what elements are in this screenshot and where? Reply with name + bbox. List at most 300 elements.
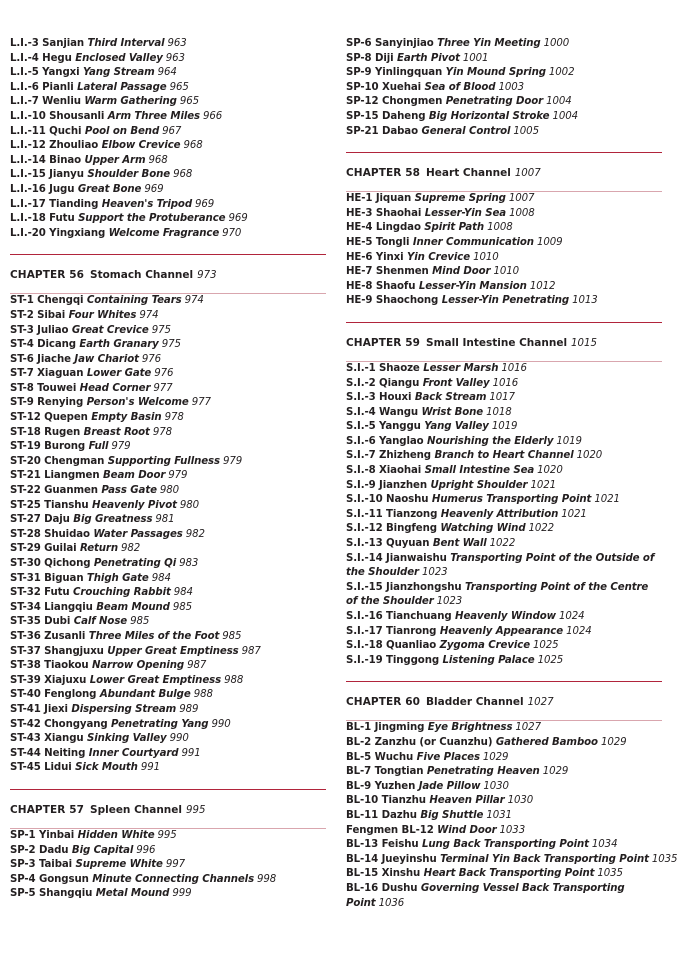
toc-entry[interactable]: [10, 168, 326, 183]
toc-entry[interactable]: [346, 853, 677, 868]
toc-entry[interactable]: [10, 37, 326, 52]
page-number: 1030: [507, 795, 534, 807]
toc-entry[interactable]: [346, 435, 662, 450]
point-translation: Three Yin Meeting: [437, 38, 541, 49]
toc-entry[interactable]: [346, 95, 662, 110]
page-number: 1005: [513, 125, 539, 137]
toc-entry[interactable]: [10, 674, 326, 689]
toc-entry[interactable]: [346, 736, 662, 751]
point-translation: Big Greatness: [73, 514, 153, 526]
point-code: L.I.-14 Binao: [10, 154, 82, 166]
page-number: 968: [183, 140, 203, 152]
chapter-title: Heart Channel: [426, 167, 511, 180]
point-code: ST-9 Renying: [10, 397, 84, 409]
point-translation: Yang Stream: [82, 67, 155, 79]
chapter-page-number: 973: [197, 270, 217, 282]
chapter-title: Bladder Channel: [426, 696, 524, 709]
point-code: BL-9 Yuzhen: [346, 780, 416, 792]
point-translation: Zygoma Crevice: [439, 640, 531, 652]
point-code: L.I.-11 Quchi: [10, 125, 82, 137]
toc-entry[interactable]: [346, 125, 662, 140]
page-number: 990: [169, 733, 189, 745]
toc-entry[interactable]: [346, 406, 662, 421]
page-number: 976: [141, 353, 162, 365]
toc-entry[interactable]: [346, 479, 662, 494]
chapter-heading-heart-channel[interactable]: [346, 152, 662, 180]
toc-entry[interactable]: [346, 838, 662, 853]
point-code: ST-21 Liangmen: [10, 470, 100, 482]
page-number: 1035: [597, 868, 623, 880]
page-number: 983: [179, 558, 199, 569]
toc-entry[interactable]: [346, 37, 662, 52]
point-code: L.I.-12 Zhouliao: [10, 140, 99, 152]
toc-entry[interactable]: [10, 630, 326, 645]
toc-entry[interactable]: [346, 882, 662, 911]
toc-entry[interactable]: [10, 499, 326, 514]
toc-entry[interactable]: [10, 703, 326, 718]
page-number: 1019: [556, 435, 582, 447]
page-number: 969: [144, 183, 164, 195]
toc-entry[interactable]: [10, 528, 326, 543]
point-translation: Jaw Chariot: [74, 353, 139, 365]
page-number: 985: [130, 616, 150, 628]
page-number: 998: [257, 873, 277, 885]
toc-entry[interactable]: [10, 396, 326, 411]
point-code: SP-1 Yinbai: [10, 829, 75, 841]
toc-entry[interactable]: [10, 688, 326, 703]
point-code: L.I.-3 Sanjian: [10, 38, 85, 49]
point-code: HE-1 Jiquan: [346, 193, 412, 205]
page-number: 963: [165, 52, 185, 64]
page-number: 991: [140, 762, 160, 774]
page-number: 982: [185, 528, 205, 540]
page-number: 1021: [561, 508, 587, 520]
chapter-number: CHAPTER 59: [346, 336, 421, 349]
point-code: BL-15 Xinshu: [346, 868, 421, 880]
toc-entry[interactable]: [10, 411, 326, 426]
page-number: 1016: [501, 362, 527, 374]
toc-entry[interactable]: [346, 81, 662, 96]
point-code: S.I.-11 Tianzong: [346, 508, 438, 520]
point-code: L.I.-7 Wenliu: [10, 96, 81, 108]
toc-entry[interactable]: [346, 552, 662, 581]
point-code: BL-5 Wuchu: [346, 751, 414, 763]
point-translation: Earth Pivot: [396, 52, 460, 64]
toc-entry[interactable]: [10, 382, 326, 397]
point-translation: Transporting Point of the Centre of the Shoulder: [346, 581, 649, 608]
toc-entry[interactable]: [346, 66, 662, 81]
page-number: 974: [139, 309, 159, 321]
point-translation: Head Corner: [79, 382, 151, 394]
chapter-heading-stomach-channel[interactable]: [10, 254, 326, 282]
toc-entry[interactable]: [10, 139, 326, 154]
point-code: HE-4 Lingdao: [346, 222, 421, 234]
point-translation: Narrow Opening: [91, 660, 185, 672]
page-number: 963: [167, 38, 187, 49]
point-code: L.I.-18 Futu: [10, 213, 75, 225]
point-code: ST-6 Jiache: [10, 353, 71, 365]
toc-entry[interactable]: [346, 639, 662, 654]
point-code: ST-45 Lidui: [10, 762, 72, 774]
point-translation: Sick Mouth: [75, 762, 138, 774]
point-code: HE-9 Shaochong: [346, 295, 439, 307]
point-code: BL-14 Jueyinshu: [346, 853, 437, 865]
toc-entry[interactable]: [346, 265, 662, 280]
page-number: 969: [195, 198, 215, 210]
point-code: BL-7 Tongtian: [346, 766, 424, 778]
point-code: S.I.-1 Shaoze: [346, 362, 420, 374]
point-translation: Big Horizontal Stroke: [428, 110, 550, 122]
point-code: ST-3 Juliao: [10, 324, 69, 336]
toc-entry[interactable]: [10, 455, 326, 470]
page-number: 1023: [421, 567, 448, 579]
page-number: 1034: [591, 839, 618, 851]
point-code: SP-10 Xuehai: [346, 81, 422, 93]
point-code: HE-7 Shenmen: [346, 266, 429, 278]
page-number: 978: [164, 412, 184, 424]
toc-entry[interactable]: [10, 110, 326, 125]
toc-entry[interactable]: [346, 207, 662, 222]
page-number: 1027: [515, 722, 541, 734]
page-number: 985: [172, 601, 193, 613]
point-translation: Dispersing Stream: [71, 703, 177, 715]
toc-entry[interactable]: [10, 645, 326, 660]
page-number: 1012: [529, 280, 556, 292]
point-code: ST-31 Biguan: [10, 572, 84, 584]
point-translation: Spirit Path: [424, 222, 485, 234]
point-translation: Eye Brightness: [427, 722, 513, 734]
toc-entry[interactable]: [10, 659, 326, 674]
toc-entry[interactable]: [10, 212, 326, 227]
toc-entry[interactable]: [346, 391, 662, 406]
chapter-heading-spleen-channel[interactable]: [10, 789, 326, 817]
chapter-number: CHAPTER 58: [346, 167, 421, 180]
point-translation: Listening Palace: [442, 654, 535, 666]
point-code: ST-7 Xiaguan: [10, 368, 84, 380]
page-number: 1024: [559, 611, 585, 622]
page-number: 999: [172, 888, 192, 900]
point-code: ST-22 Guanmen: [10, 485, 98, 497]
toc-entry[interactable]: [10, 66, 326, 81]
toc-entry[interactable]: [346, 294, 662, 309]
point-translation: Shoulder Bone: [87, 169, 171, 181]
toc-entry[interactable]: [346, 192, 662, 207]
chapter-title: Small Intestine Channel: [426, 336, 568, 349]
page-number: 988: [193, 689, 213, 701]
point-code: S.I.-17 Tianrong: [346, 625, 437, 637]
point-code: SP-4 Gongsun: [10, 873, 89, 885]
point-code: ST-27 Daju: [10, 514, 70, 526]
point-translation: Four Whites: [68, 309, 137, 321]
point-code: S.I.-5 Yanggu: [346, 421, 421, 433]
toc-entry[interactable]: [10, 154, 326, 169]
page-number: 977: [191, 397, 211, 409]
point-translation: Penetrating Qi: [93, 558, 177, 569]
point-code: HE-3 Shaohai: [346, 207, 422, 219]
point-translation: Supreme Spring: [414, 193, 506, 205]
toc-entry[interactable]: [346, 867, 662, 882]
chapter-number: CHAPTER 60: [346, 696, 421, 709]
point-translation: Heavenly Appearance: [439, 625, 564, 637]
point-code: L.I.-5 Yangxi: [10, 67, 80, 79]
page-number: 974: [184, 295, 204, 307]
point-code: S.I.-18 Quanliao: [346, 640, 437, 652]
point-code: ST-1 Chengqi: [10, 295, 84, 307]
page-number: 1018: [486, 406, 512, 418]
point-translation: Person's Welcome: [86, 397, 189, 409]
point-code: L.I.-6 Pianli: [10, 81, 74, 93]
point-translation: Heavenly Attribution: [440, 508, 559, 520]
toc-entry[interactable]: [10, 586, 326, 601]
point-code: BL-11 Dazhu: [346, 809, 417, 821]
page-number: 996: [136, 844, 156, 856]
toc-entry[interactable]: [10, 324, 326, 339]
point-translation: Heavenly Window: [455, 611, 556, 622]
page-number: 995: [157, 829, 177, 841]
toc-entry[interactable]: [10, 542, 326, 557]
toc-entry[interactable]: [346, 794, 662, 809]
point-code: BL-13 Feishu: [346, 839, 419, 851]
page-number: 975: [161, 339, 181, 351]
point-code: S.I.-19 Tinggong: [346, 654, 440, 666]
point-translation: Upper Arm: [84, 154, 146, 166]
point-code: SP-15 Daheng: [346, 110, 426, 122]
toc-entry[interactable]: [10, 426, 326, 441]
toc-entry[interactable]: [10, 484, 326, 499]
point-translation: Watching Wind: [440, 523, 526, 535]
toc-entry[interactable]: [10, 198, 326, 213]
point-code: ST-43 Xiangu: [10, 733, 84, 745]
page-number: 979: [168, 470, 188, 482]
toc-entry[interactable]: [10, 95, 326, 110]
toc-entry[interactable]: [346, 362, 662, 377]
point-code: BL-10 Tianzhu: [346, 795, 426, 807]
toc-entry[interactable]: [10, 829, 326, 844]
toc-entry[interactable]: [10, 367, 326, 382]
toc-entry[interactable]: [10, 747, 326, 762]
toc-entry[interactable]: [10, 309, 326, 324]
toc-entry[interactable]: [10, 183, 326, 198]
point-code: L.I.-15 Jianyu: [10, 169, 84, 181]
point-translation: Breast Root: [83, 426, 150, 438]
point-translation: Three Miles of the Foot: [88, 630, 220, 642]
toc-entry[interactable]: [346, 420, 662, 435]
page-number: 1036: [378, 897, 405, 909]
point-translation: Beam Door: [102, 470, 166, 482]
page-number: 1008: [509, 207, 535, 219]
point-code: SP-8 Diji: [346, 52, 394, 64]
chapter-number: CHAPTER 56: [10, 269, 85, 282]
toc-entry[interactable]: [346, 824, 662, 839]
point-translation: Five Places: [416, 751, 480, 763]
toc-entry[interactable]: [346, 221, 662, 236]
page-number: 982: [121, 543, 141, 555]
point-translation: Governing Vessel Back Transporting Point: [346, 882, 625, 909]
point-translation: Heavenly Pivot: [92, 499, 177, 511]
page-number: 964: [157, 67, 177, 79]
toc-entry[interactable]: [346, 110, 662, 125]
point-code: ST-2 Sibai: [10, 309, 66, 321]
point-translation: Lesser Marsh: [423, 362, 499, 374]
point-translation: Wrist Bone: [421, 406, 484, 418]
page-number: 977: [153, 382, 173, 394]
point-code: L.I.-20 Yingxiang: [10, 227, 106, 239]
point-translation: Gathered Bamboo: [495, 736, 598, 748]
point-translation: Beam Mound: [96, 601, 170, 613]
point-translation: Heaven Pillar: [429, 795, 505, 807]
toc-entry[interactable]: [10, 873, 326, 888]
point-translation: Lower Great Emptiness: [89, 674, 222, 686]
point-translation: Great Crevice: [71, 324, 149, 336]
toc-entry[interactable]: [346, 508, 662, 523]
point-translation: Full: [88, 441, 109, 453]
point-translation: Front Valley: [422, 377, 490, 389]
point-code: BL-16 Dushu: [346, 882, 418, 894]
point-code: ST-44 Neiting: [10, 747, 86, 759]
page-number: 1020: [537, 465, 563, 477]
point-translation: Inner Communication: [412, 236, 534, 248]
toc-entry[interactable]: [346, 581, 662, 610]
point-translation: Yin Mound Spring: [445, 67, 546, 79]
page-number: 1023: [436, 596, 463, 608]
toc-entry[interactable]: [10, 557, 326, 572]
toc-entry[interactable]: [346, 493, 662, 508]
point-translation: Warm Gathering: [84, 96, 177, 108]
point-code: ST-29 Guilai: [10, 543, 77, 555]
toc-entry[interactable]: [10, 601, 326, 616]
toc-entry[interactable]: [10, 718, 326, 733]
toc-entry[interactable]: [10, 440, 326, 455]
toc-entry[interactable]: [346, 52, 662, 67]
point-translation: Return: [79, 543, 119, 555]
toc-entry[interactable]: [10, 887, 326, 902]
page-number: 990: [211, 718, 231, 730]
point-translation: Support the Protuberance: [78, 213, 226, 225]
toc-entry[interactable]: [346, 464, 662, 479]
page-number: 1022: [489, 538, 516, 550]
page-number: 1029: [600, 736, 627, 748]
point-translation: Yin Crevice: [407, 251, 471, 263]
page-number: 1024: [566, 625, 592, 637]
toc-entry[interactable]: [10, 858, 326, 873]
toc-entry[interactable]: [10, 615, 326, 630]
toc-entry[interactable]: [10, 572, 326, 587]
point-code: S.I.-8 Xiaohai: [346, 465, 422, 477]
point-code: BL-1 Jingming: [346, 722, 425, 734]
toc-entry[interactable]: [346, 377, 662, 392]
point-translation: Sea of Blood: [424, 81, 496, 93]
toc-entry[interactable]: [10, 294, 326, 309]
chapter-page-number: 1027: [527, 697, 554, 709]
toc-entry[interactable]: [346, 236, 662, 251]
chapter-page-number: 1015: [571, 337, 597, 349]
page-number: 980: [179, 499, 200, 511]
page-number: 1007: [508, 193, 535, 205]
toc-entry[interactable]: [10, 761, 326, 776]
point-translation: Water Passages: [93, 528, 183, 540]
toc-entry[interactable]: [10, 513, 326, 528]
point-code: L.I.-10 Shousanli: [10, 110, 105, 122]
point-translation: Lateral Passage: [77, 81, 167, 93]
point-code: ST-25 Tianshu: [10, 499, 89, 511]
toc-entry[interactable]: [346, 654, 662, 669]
toc-entry[interactable]: [10, 353, 326, 368]
page-number: 991: [181, 747, 201, 759]
point-code: SP-9 Yinlingquan: [346, 67, 443, 79]
page-number: 1029: [482, 751, 509, 763]
point-translation: Sinking Valley: [87, 733, 167, 745]
chapter-heading-bladder-channel[interactable]: [346, 681, 662, 709]
page-number: 1019: [491, 421, 518, 433]
point-translation: Pool on Bend: [84, 125, 160, 137]
toc-entry[interactable]: [346, 765, 662, 780]
page-number: 965: [169, 81, 189, 93]
page-number: 988: [224, 674, 244, 686]
point-translation: Arm Three Miles: [107, 110, 201, 122]
point-translation: Lesser-Yin Sea: [424, 207, 507, 219]
page-number: 1033: [499, 824, 526, 836]
page-number: 1004: [552, 110, 578, 122]
point-translation: Calf Nose: [73, 616, 128, 628]
toc-entry[interactable]: [346, 522, 662, 537]
toc-entry[interactable]: [10, 732, 326, 747]
toc-entry[interactable]: [10, 844, 326, 859]
point-translation: Humerus Transporting Point: [431, 494, 592, 506]
point-translation: Abundant Bulge: [99, 689, 191, 701]
toc-entry[interactable]: [10, 227, 326, 242]
point-code: SP-21 Dabao: [346, 125, 418, 137]
page-number: 968: [148, 154, 168, 166]
toc-entry[interactable]: [346, 625, 662, 640]
page-number: 1008: [487, 222, 513, 234]
toc-entry[interactable]: [346, 751, 662, 766]
point-code: S.I.-7 Zhizheng: [346, 450, 431, 462]
point-translation: Great Bone: [77, 183, 142, 195]
chapter-heading-small-intestine-channel[interactable]: [346, 322, 662, 350]
page-number: 1016: [492, 377, 519, 389]
point-translation: Upright Shoulder: [430, 479, 528, 491]
point-code: SP-12 Chongmen: [346, 96, 443, 108]
left-column: [10, 37, 326, 902]
point-translation: Back Stream: [414, 392, 487, 404]
point-code: ST-35 Dubi: [10, 616, 71, 628]
toc-entry[interactable]: [346, 280, 662, 295]
toc-entry[interactable]: [346, 721, 662, 736]
point-translation: Nourishing the Elderly: [427, 435, 554, 447]
page-number: 1029: [542, 766, 569, 778]
point-translation: Third Interval: [87, 38, 165, 49]
point-code: ST-36 Zusanli: [10, 630, 86, 642]
toc-entry[interactable]: [346, 537, 662, 552]
point-code: ST-42 Chongyang: [10, 718, 108, 730]
page-number: 987: [187, 660, 207, 672]
toc-entry[interactable]: [10, 125, 326, 140]
toc-entry[interactable]: [10, 52, 326, 67]
point-translation: Metal Mound: [95, 888, 170, 900]
chapter-page-number: 1007: [514, 168, 541, 180]
toc-entry[interactable]: [346, 610, 662, 625]
toc-entry[interactable]: [346, 449, 662, 464]
toc-entry[interactable]: [10, 469, 326, 484]
toc-entry[interactable]: [346, 251, 662, 266]
toc-entry[interactable]: [346, 809, 662, 824]
toc-entry[interactable]: [10, 338, 326, 353]
chapter-page-number: 995: [186, 804, 206, 816]
point-code: ST-20 Chengman: [10, 455, 105, 467]
toc-entry[interactable]: [10, 81, 326, 96]
page-number: 1013: [572, 295, 598, 307]
toc-entry[interactable]: [346, 780, 662, 795]
